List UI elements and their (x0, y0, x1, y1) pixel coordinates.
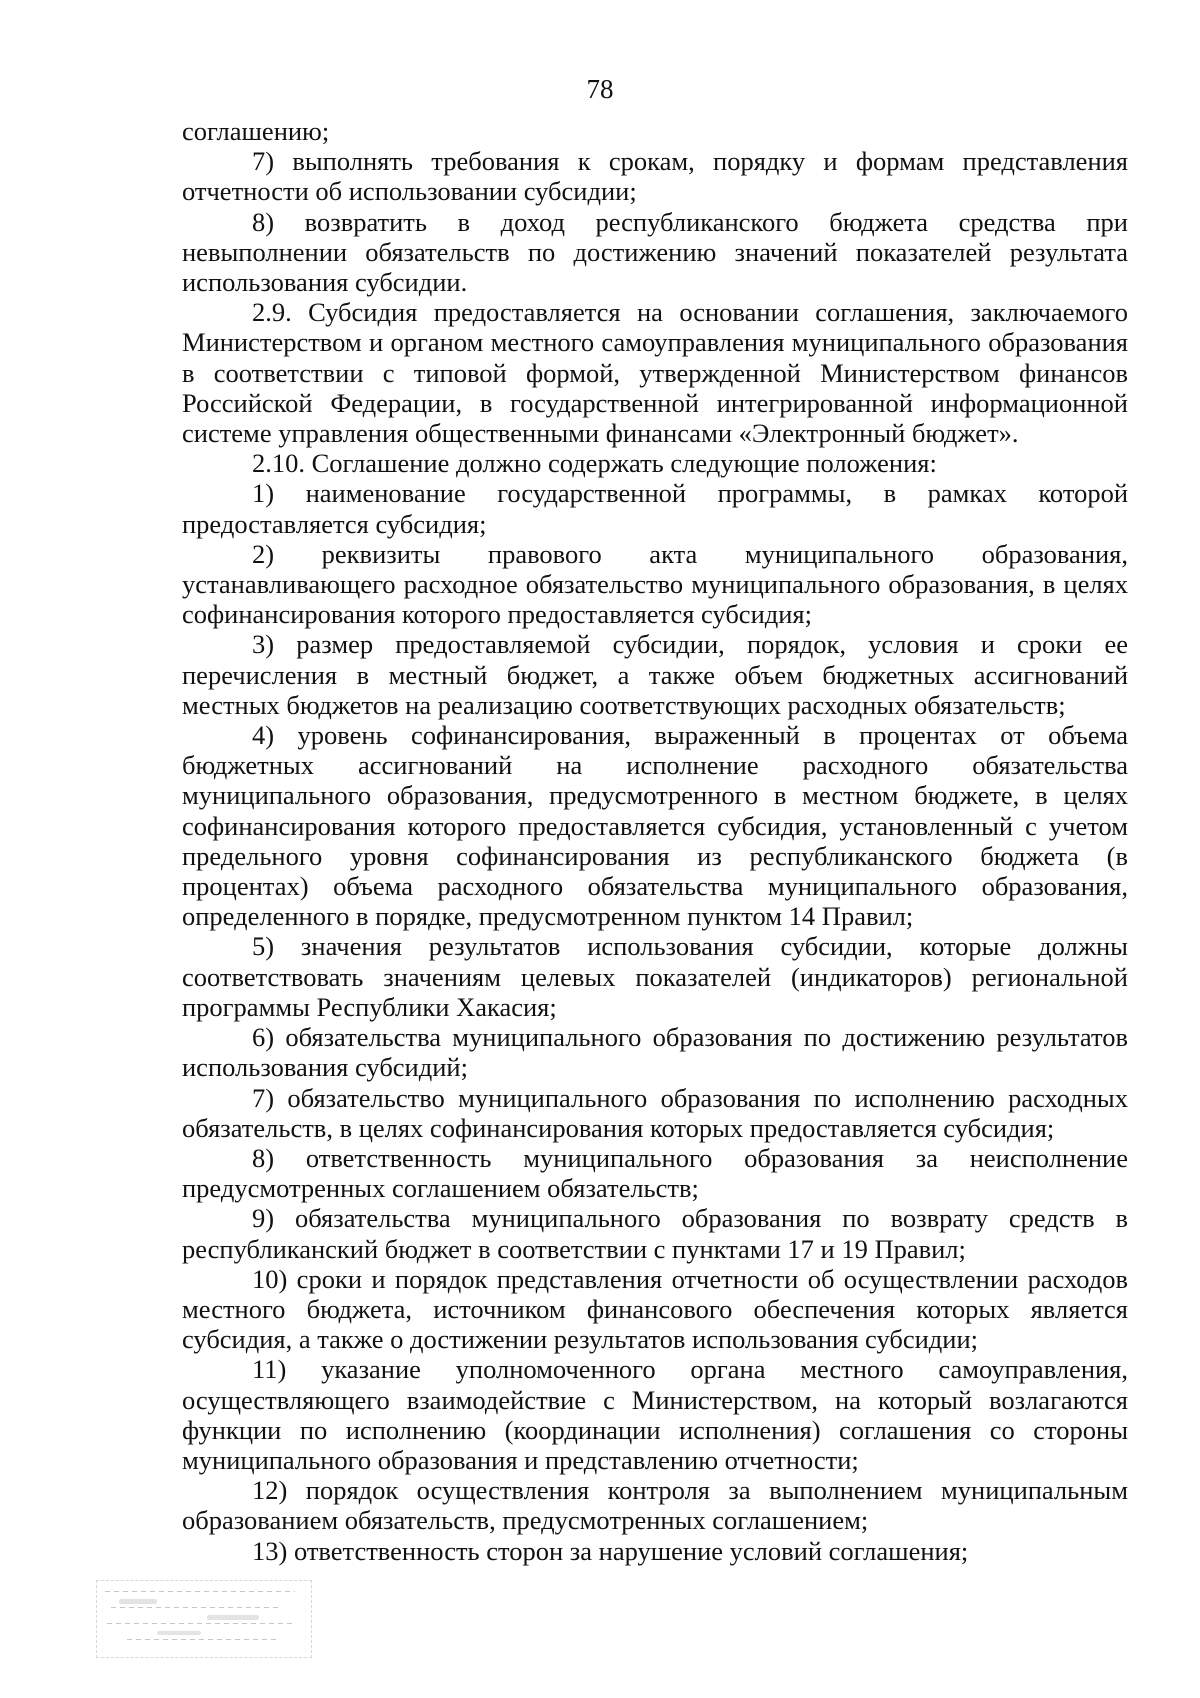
paragraph: 3) размер предоставляемой субсидии, порядок, условия и сроки ее перечисления в местный бюджет, а также объем бюджетных ассигнований местных бюджетов на реализацию соответствующих расходных обязательств; (182, 629, 1128, 720)
paragraph: 8) ответственность муниципального образования за неисполнение предусмотренных соглашением обязательств; (182, 1142, 1128, 1204)
paragraph: 2) реквизиты правового акта муниципального образования, устанавливающего расходное обязательство муниципального образования, в целях софинансирования которого предоставляется субсидия; (182, 538, 1128, 630)
paragraph: соглашению; (182, 116, 330, 146)
paragraph: 4) уровень софинансирования, выраженный в процентах от объема бюджетных ассигнований на исполнение расходного обязательства муниципального образования, предусмотренного в местном бюджете, в целях софинансирования которого предоставляется субсидия, установленный с учетом предельного уровня софинансирования из республиканского бюджета (в процентах) объема расходного обязательства муниципального образования, определенного в порядке, предусмотренном пунктом 14 Правил; (182, 720, 1128, 932)
paragraph: 5) значения результатов использования субсидии, которые должны соответствовать значениям целевых показателей (индикаторов) региональной программы Республики Хакасия; (182, 931, 1128, 1022)
paragraph: 11) указание уполномоченного органа местного самоуправления, осуществляющего взаимодействие с Министерством, на который возлагаются функции по исполнению (координации исполнения) соглашения со стороны муниципального образования и представлению отчетности; (182, 1354, 1128, 1475)
paragraph: 2.9. Субсидия предоставляется на основании соглашения, заключаемого Министерством и органом местного самоуправления муниципального образования в соответствии с типовой формой, утвержденной Министерством финансов Российской Федерации, в государственной интегрированной информационной системе управления общественными финансами «Электронный бюджет». (182, 297, 1128, 449)
paragraph: 6) обязательства муниципального образования по достижению результатов использования субсидий; (182, 1022, 1128, 1083)
paragraph: 1) наименование государственной программы, в рамках которой предоставляется субсидия; (182, 478, 1128, 539)
page-number: 78 (586, 74, 614, 104)
paragraph: 2.10. Соглашение должно содержать следующие положения: (252, 448, 937, 479)
paragraph: 7) обязательство муниципального образования по исполнению расходных обязательств, в целях софинансирования которых предоставляется субсидия; (182, 1082, 1128, 1143)
paragraph: 7) выполнять требования к срокам, порядку и формам представления отчетности об использовании субсидии; (182, 146, 1128, 207)
paragraph: 8) возвратить в доход республиканского бюджета средства при невыполнении обязательств по достижению значений показателей результата использования субсидии. (182, 206, 1128, 298)
paragraph: 10) сроки и порядок представления отчетности об осуществлении расходов местного бюджета, источником финансового обеспечения которых является субсидия, а также о достижении результатов использования субсидии; (182, 1263, 1128, 1355)
paragraph: 12) порядок осуществления контроля за выполнением муниципальным образованием обязательств, предусмотренных соглашением; (182, 1475, 1128, 1536)
paragraph: 13) ответственность сторон за нарушение условий соглашения; (252, 1535, 969, 1566)
faint-stamp-mark (96, 1580, 312, 1658)
document-body (182, 116, 1128, 1566)
paragraph: 9) обязательства муниципального образования по возврату средств в республиканский бюджет в соответствии с пунктами 17 и 19 Правил; (182, 1203, 1128, 1264)
